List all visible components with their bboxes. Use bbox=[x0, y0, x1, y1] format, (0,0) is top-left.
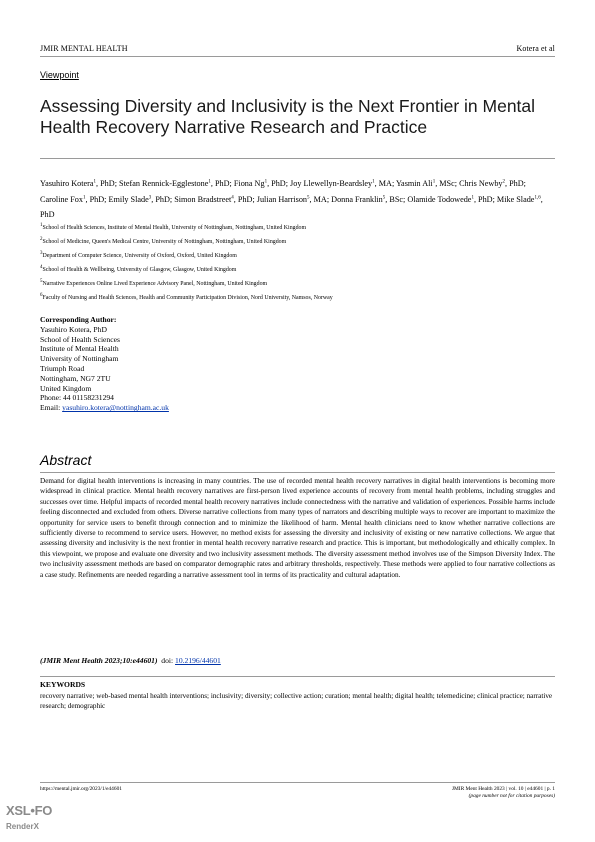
running-authors: Kotera et al bbox=[516, 44, 555, 53]
author-degree: PhD bbox=[155, 194, 170, 204]
author-name: Donna Franklin bbox=[331, 194, 383, 204]
footer-page-info bbox=[452, 786, 555, 801]
corresponding-line: Phone: 44 01158231294 bbox=[40, 393, 114, 403]
doi-label: doi: bbox=[161, 656, 174, 665]
affiliation bbox=[40, 294, 555, 303]
author-degree: MSc bbox=[439, 179, 455, 188]
affiliation-number: 1 bbox=[40, 223, 43, 229]
author-degree: PhD bbox=[478, 194, 493, 204]
author-affiliation-number: 3 bbox=[148, 194, 152, 200]
email-label: Email: bbox=[40, 403, 61, 413]
corresponding-line: Triumph Road bbox=[40, 363, 85, 373]
affiliation-number: 3 bbox=[40, 251, 43, 257]
corresponding-line: Institute of Mental Health bbox=[40, 344, 119, 354]
affiliation-number: 4 bbox=[40, 265, 43, 271]
renderx-logo: RenderX bbox=[6, 822, 39, 831]
affiliation bbox=[40, 224, 555, 233]
author-name: Fiona Ng bbox=[233, 179, 265, 188]
corresponding-heading: Corresponding Author: bbox=[40, 315, 117, 324]
article-title: Assessing Diversity and Inclusivity is the Next Frontier in Mental Health Recovery Narrative Research and Practice bbox=[40, 96, 536, 137]
page-note: (page number not for citation purposes) bbox=[468, 793, 555, 800]
author-degree: PhD bbox=[237, 194, 253, 204]
author-degree: PhD bbox=[89, 194, 105, 204]
abstract-text: Demand for digital health interventions is increasing in many countries. The use of recorded mental health recovery narratives in digital health interventions is becoming more widespread in clinical practice. Mental health recovery narratives are first-person lived experience accounts of recovery from mental health problems, including struggles and successes over time. Helpful impacts of recorded mental health recovery narratives include connectedness with the narrative and validation of experiences. Possible harms include feeling disconnected and excluded from others. Diverse narrative collections from many types of narrators and describing multiple ways to recover are important to maximize the opportunity for service users to benefit through connection and to minimize the likelihood of harm. Mental health clinicians need to know whether narrative collections are sufficiently diverse to recommend to service users. However, no method exists for assessing the diversity and inclusivity of existing or new narrative collections. We argue that assessing diversity and inclusivity is the next frontier in mental health recovery narrative research and practice. This is important, but methodologically and ethically complex. In this viewpoint, we propose and evaluate one diversity and two inclusivity assessment methods. The diversity assessment method involves use of the Simpson Diversity Index. The two inclusivity assessment methods are based on comparator demographic rates and arbitrary thresholds, respectively. These methods were applied to four narrative collections as a case study. Refinements are needed regarding a narrative assessment tool in terms of its practicality and cultural adaptation. bbox=[40, 477, 555, 579]
title-rule bbox=[40, 158, 555, 159]
author-name: Chris Newby bbox=[459, 179, 503, 188]
footer-url[interactable]: https://mental.jmir.org/2023/1/e44601 bbox=[40, 786, 122, 792]
section-label: Viewpoint bbox=[40, 70, 79, 80]
affiliation-text: Department of Computer Science, University of Oxford, Oxford, United Kingdom bbox=[42, 253, 237, 259]
author-affiliation-number: 1 bbox=[432, 179, 436, 185]
abstract-rule bbox=[40, 472, 555, 473]
email-line bbox=[40, 403, 169, 413]
author-degree: PhD bbox=[509, 179, 524, 188]
author-name: Yasuhiro Kotera bbox=[40, 179, 94, 188]
author-affiliation-number: 1,6 bbox=[534, 194, 541, 200]
page-info: JMIR Ment Health 2023 | vol. 10 | e44601 | p. 1 bbox=[451, 786, 555, 792]
keywords-rule bbox=[40, 676, 555, 677]
author-degree: BSc bbox=[389, 194, 404, 204]
affiliation bbox=[40, 266, 555, 275]
abstract-heading: Abstract bbox=[40, 452, 92, 468]
affiliation bbox=[40, 280, 555, 289]
author-affiliation-number: 2 bbox=[502, 179, 506, 185]
author-name: Emily Slade bbox=[108, 194, 149, 204]
author-degree: PhD bbox=[100, 179, 115, 188]
corresponding-author bbox=[40, 315, 169, 413]
doi-link[interactable]: 10.2196/44601 bbox=[175, 656, 221, 665]
citation-line bbox=[40, 656, 221, 665]
author-degree: MA bbox=[313, 194, 327, 204]
author-affiliation-number: 5 bbox=[307, 194, 310, 200]
affiliation bbox=[40, 252, 555, 261]
corresponding-line: Yasuhiro Kotera, PhD bbox=[40, 324, 107, 334]
header-rule bbox=[40, 56, 555, 57]
author-affiliation-number: 4 bbox=[231, 194, 234, 200]
affiliation-number: 5 bbox=[40, 279, 43, 285]
author-name: Julian Harrison bbox=[256, 194, 308, 204]
xslfo-logo: XSL•FO bbox=[6, 803, 53, 818]
author-name: Joy Llewellyn-Beardsley bbox=[290, 179, 373, 188]
email-link[interactable]: yasuhiro.kotera@nottingham.ac.uk bbox=[62, 403, 169, 413]
author-name: Caroline Fox bbox=[40, 194, 83, 204]
author-name: Yasmin Ali bbox=[395, 179, 433, 188]
author-name: Mike Slade bbox=[496, 194, 535, 204]
citation-text: (JMIR Ment Health 2023;10:e44601) bbox=[40, 656, 158, 665]
keywords-heading: KEYWORDS bbox=[40, 680, 86, 689]
author-degree: PhD bbox=[271, 179, 286, 188]
affiliation-text: Faculty of Nursing and Health Sciences, Health and Community Participation Division, Nord University, Namsos, Norway bbox=[42, 295, 333, 301]
affiliation-number: 2 bbox=[40, 237, 43, 243]
corresponding-line: School of Health Sciences bbox=[40, 334, 120, 344]
author-affiliation-number: 1 bbox=[93, 179, 97, 185]
corresponding-line: United Kingdom bbox=[40, 383, 92, 393]
affiliation-text: School of Medicine, Queen's Medical Centre, University of Nottingham, Nottingham, United Kingdom bbox=[42, 239, 287, 245]
affiliation-text: School of Health Sciences, Institute of Mental Health, University of Nottingham, Nottingham, United Kingdom bbox=[42, 225, 307, 231]
affiliation-number: 6 bbox=[40, 293, 43, 299]
corresponding-line: University of Nottingham bbox=[40, 354, 119, 364]
author-affiliation-number: 1 bbox=[471, 194, 474, 200]
author-affiliation-number: 5 bbox=[382, 194, 386, 200]
author-affiliation-number: 1 bbox=[264, 179, 268, 185]
affiliation-text: School of Health & Wellbeing, University of Glasgow, Glasgow, United Kingdom bbox=[42, 267, 237, 273]
corresponding-line: Nottingham, NG7 2TU bbox=[40, 373, 111, 383]
author-affiliation-number: 1 bbox=[372, 179, 375, 185]
affiliation bbox=[40, 238, 555, 247]
author-name: Olamide Todowede bbox=[407, 194, 472, 204]
author-name: Simon Bradstreet bbox=[174, 194, 232, 204]
journal-name: JMIR MENTAL HEALTH bbox=[40, 44, 128, 53]
author-degree: PhD bbox=[40, 210, 55, 219]
affiliation-text: Narrative Experiences Online Lived Experience Advisory Panel, Nottingham, United Kingdom bbox=[42, 281, 268, 287]
footer-rule bbox=[40, 782, 555, 783]
author-degree: PhD bbox=[214, 179, 230, 188]
author-list: Yasuhiro Kotera$^1$, PhD; Stefan Rennick-Egglestone$^1$, PhD; Fiona Ng$^1$, PhD; Joy Llewellyn-Beardsley$^1$, MA; Yasmin Ali$^1$, MSc; Chris Newby$^2$, PhD; Caroline Fox$^1$, PhD; Emily Slade$^3$, PhD; Simon Bradstreet$^4$, PhD; Julian Harrison$^5$, MA; Donna Franklin$^5$, BSc; Olamide Todowede$^1$, PhD; Mike Slade$^{1,6}$, PhD bbox=[40, 179, 543, 219]
author-degree: MA bbox=[378, 179, 392, 188]
keywords-text: recovery narrative; web-based mental health interventions; inclusivity; diversity; collective action; curation; mental health; digital health; telemedicine; clinical practice; narrative research; demographic bbox=[40, 692, 553, 711]
author-name: Stefan Rennick-Egglestone bbox=[119, 179, 209, 188]
author-affiliation-number: 1 bbox=[208, 179, 211, 185]
author-affiliation-number: 1 bbox=[82, 194, 86, 200]
